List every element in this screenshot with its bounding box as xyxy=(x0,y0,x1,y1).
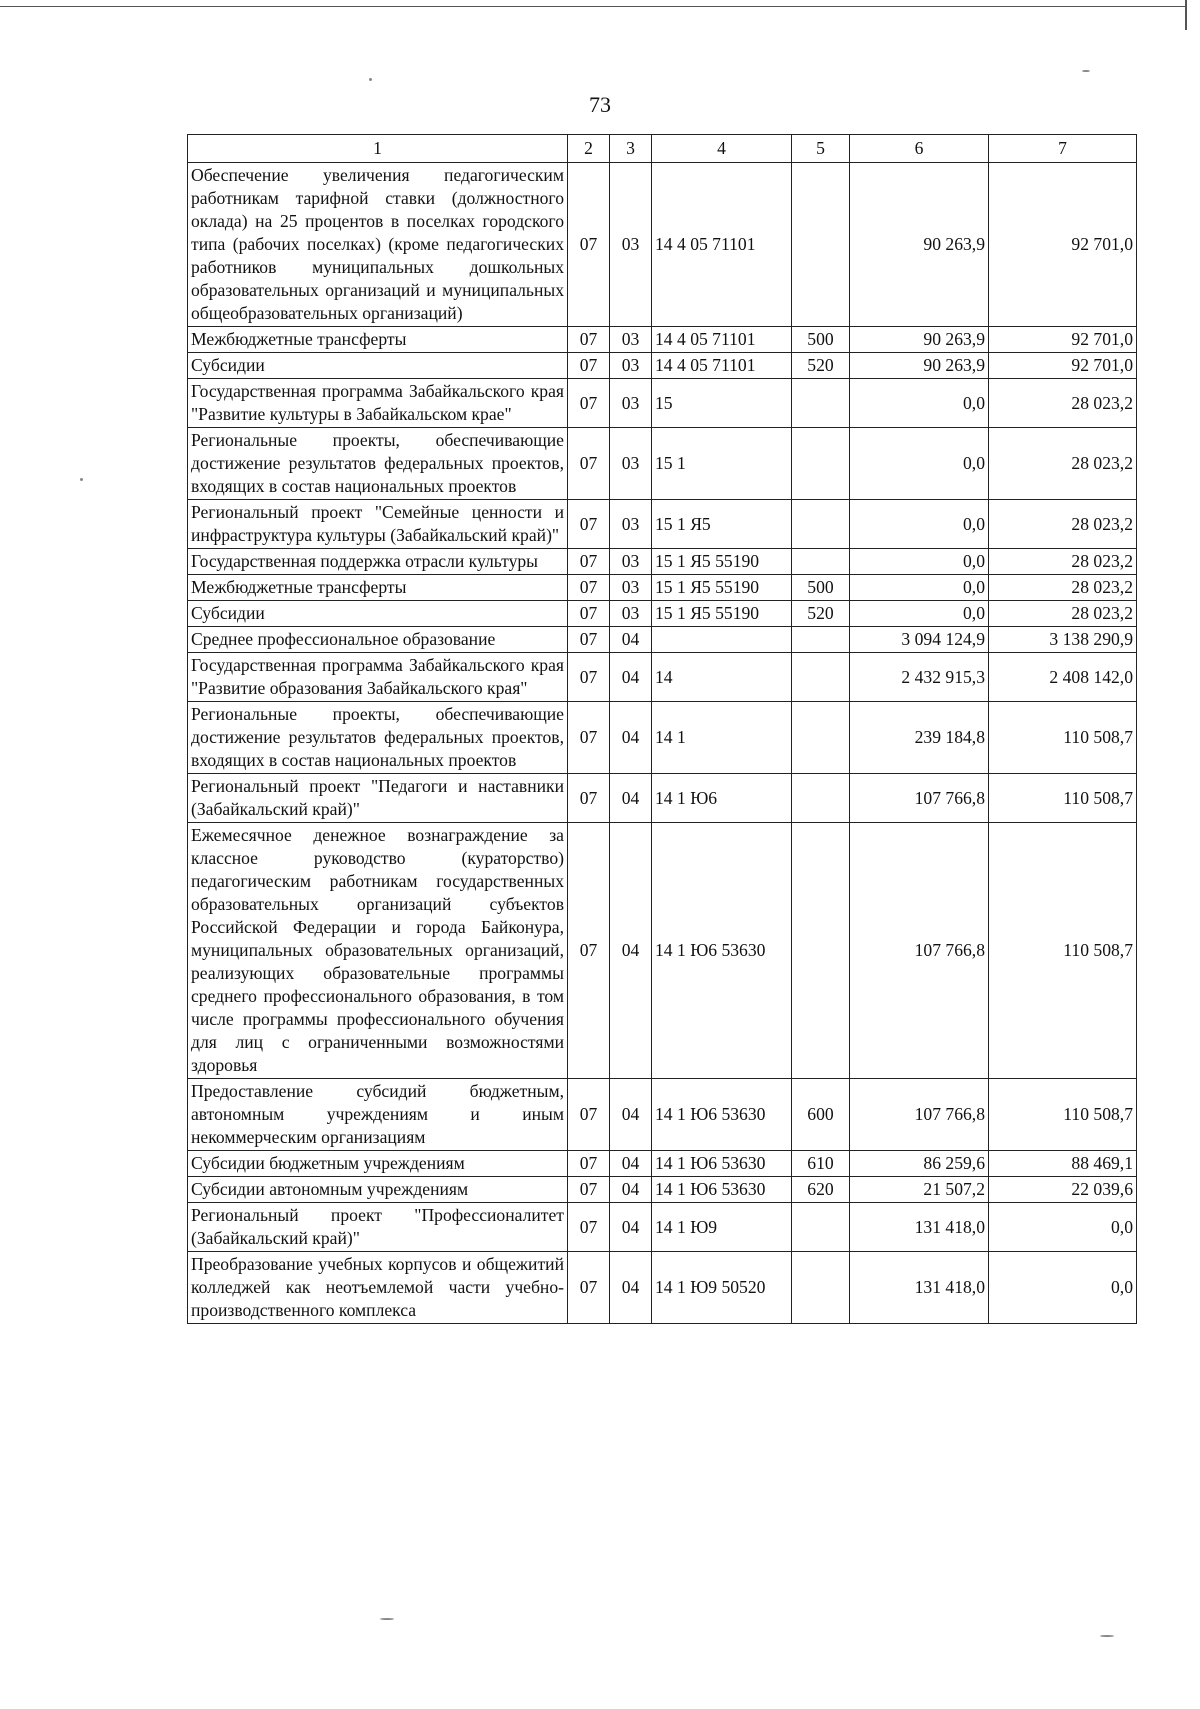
amount-year-2: 0,0 xyxy=(989,1252,1137,1324)
expense-type-code: 520 xyxy=(792,601,850,627)
table-row xyxy=(188,549,1137,575)
section-code: 07 xyxy=(568,653,610,702)
section-code: 07 xyxy=(568,1203,610,1252)
amount-year-2: 28 023,2 xyxy=(989,549,1137,575)
column-header: 7 xyxy=(989,135,1137,163)
subsection-code: 03 xyxy=(610,327,652,353)
amount-year-1: 131 418,0 xyxy=(850,1203,989,1252)
expense-type-code xyxy=(792,549,850,575)
target-article-code: 14 1 Ю6 xyxy=(652,774,792,823)
target-article-code: 15 1 Я5 55190 xyxy=(652,549,792,575)
amount-year-2: 110 508,7 xyxy=(989,774,1137,823)
amount-year-2: 92 701,0 xyxy=(989,163,1137,327)
table-row xyxy=(188,1203,1137,1252)
amount-year-1: 3 094 124,9 xyxy=(850,627,989,653)
amount-year-2: 22 039,6 xyxy=(989,1177,1137,1203)
row-name: Ежемесячное денежное вознаграждение за классное руководство (кураторство) педагогическим работникам государственных образовательных организаций субъектов Российской Федерации и города Байконура, муниципальных образовательных организаций, реализующих образовательные программы среднего профессионального образования, в том числе программы профессионального обучения для лиц с ограниченными возможностями здоровья xyxy=(188,823,568,1079)
scan-speck xyxy=(380,1618,394,1620)
amount-year-1: 239 184,8 xyxy=(850,702,989,774)
section-code: 07 xyxy=(568,500,610,549)
table-row xyxy=(188,653,1137,702)
section-code: 07 xyxy=(568,428,610,500)
amount-year-2: 2 408 142,0 xyxy=(989,653,1137,702)
expense-type-code xyxy=(792,428,850,500)
subsection-code: 04 xyxy=(610,1203,652,1252)
amount-year-1: 107 766,8 xyxy=(850,774,989,823)
expense-type-code xyxy=(792,500,850,549)
target-article-code: 15 1 Я5 55190 xyxy=(652,601,792,627)
subsection-code: 03 xyxy=(610,353,652,379)
target-article-code: 15 xyxy=(652,379,792,428)
target-article-code: 15 1 Я5 xyxy=(652,500,792,549)
amount-year-1: 90 263,9 xyxy=(850,163,989,327)
row-name: Среднее профессиональное образование xyxy=(188,627,568,653)
scan-border-right xyxy=(1185,0,1187,30)
scan-speck xyxy=(369,78,372,81)
subsection-code: 04 xyxy=(610,653,652,702)
section-code: 07 xyxy=(568,327,610,353)
page-number: 73 xyxy=(589,92,611,117)
table-row xyxy=(188,1079,1137,1151)
subsection-code: 03 xyxy=(610,428,652,500)
amount-year-1: 0,0 xyxy=(850,428,989,500)
row-name: Региональный проект "Педагоги и наставники (Забайкальский край)" xyxy=(188,774,568,823)
row-name: Региональный проект "Семейные ценности и инфраструктура культуры (Забайкальский край)" xyxy=(188,500,568,549)
section-code: 07 xyxy=(568,1177,610,1203)
amount-year-1: 21 507,2 xyxy=(850,1177,989,1203)
target-article-code: 15 1 Я5 55190 xyxy=(652,575,792,601)
amount-year-2: 92 701,0 xyxy=(989,327,1137,353)
expense-type-code xyxy=(792,774,850,823)
row-name: Преобразование учебных корпусов и общежитий колледжей как неотъемлемой части учебно-производственного комплекса xyxy=(188,1252,568,1324)
scan-speck xyxy=(1082,70,1090,72)
scan-border-top xyxy=(0,0,1185,7)
subsection-code: 04 xyxy=(610,1151,652,1177)
amount-year-2: 0,0 xyxy=(989,1203,1137,1252)
section-code: 07 xyxy=(568,774,610,823)
expense-type-code xyxy=(792,823,850,1079)
scan-speck xyxy=(1100,1635,1114,1637)
table-row xyxy=(188,601,1137,627)
section-code: 07 xyxy=(568,353,610,379)
subsection-code: 03 xyxy=(610,500,652,549)
amount-year-2: 110 508,7 xyxy=(989,702,1137,774)
row-name: Межбюджетные трансферты xyxy=(188,327,568,353)
subsection-code: 04 xyxy=(610,774,652,823)
expense-type-code: 610 xyxy=(792,1151,850,1177)
table-row xyxy=(188,823,1137,1079)
subsection-code: 04 xyxy=(610,627,652,653)
target-article-code: 14 1 Ю9 50520 xyxy=(652,1252,792,1324)
target-article-code: 14 1 Ю6 53630 xyxy=(652,1079,792,1151)
expense-type-code xyxy=(792,627,850,653)
row-name: Субсидии xyxy=(188,353,568,379)
subsection-code: 04 xyxy=(610,1177,652,1203)
target-article-code: 14 1 xyxy=(652,702,792,774)
section-code: 07 xyxy=(568,549,610,575)
target-article-code: 14 4 05 71101 xyxy=(652,353,792,379)
row-name: Субсидии автономным учреждениям xyxy=(188,1177,568,1203)
table-row xyxy=(188,500,1137,549)
table-row xyxy=(188,163,1137,327)
expense-type-code xyxy=(792,1252,850,1324)
row-name: Региональные проекты, обеспечивающие достижение результатов федеральных проектов, входящих в состав национальных проектов xyxy=(188,702,568,774)
table-header-row xyxy=(188,135,1137,163)
amount-year-1: 107 766,8 xyxy=(850,823,989,1079)
amount-year-2: 28 023,2 xyxy=(989,428,1137,500)
table-row xyxy=(188,327,1137,353)
table-row xyxy=(188,1177,1137,1203)
subsection-code: 04 xyxy=(610,1252,652,1324)
table-row xyxy=(188,1151,1137,1177)
section-code: 07 xyxy=(568,823,610,1079)
amount-year-2: 28 023,2 xyxy=(989,500,1137,549)
table-row xyxy=(188,379,1137,428)
amount-year-1: 90 263,9 xyxy=(850,353,989,379)
expense-type-code xyxy=(792,702,850,774)
table-row xyxy=(188,428,1137,500)
amount-year-1: 0,0 xyxy=(850,500,989,549)
expense-type-code: 500 xyxy=(792,575,850,601)
amount-year-1: 0,0 xyxy=(850,601,989,627)
expense-type-code: 520 xyxy=(792,353,850,379)
amount-year-1: 107 766,8 xyxy=(850,1079,989,1151)
amount-year-1: 0,0 xyxy=(850,575,989,601)
amount-year-1: 0,0 xyxy=(850,549,989,575)
row-name: Межбюджетные трансферты xyxy=(188,575,568,601)
section-code: 07 xyxy=(568,1252,610,1324)
column-header: 3 xyxy=(610,135,652,163)
section-code: 07 xyxy=(568,627,610,653)
subsection-code: 03 xyxy=(610,601,652,627)
row-name: Предоставление субсидий бюджетным, автономным учреждениям и иным некоммерческим организациям xyxy=(188,1079,568,1151)
row-name: Субсидии бюджетным учреждениям xyxy=(188,1151,568,1177)
amount-year-2: 3 138 290,9 xyxy=(989,627,1137,653)
column-header: 4 xyxy=(652,135,792,163)
section-code: 07 xyxy=(568,601,610,627)
row-name: Региональные проекты, обеспечивающие достижение результатов федеральных проектов, входящих в состав национальных проектов xyxy=(188,428,568,500)
expense-type-code xyxy=(792,1203,850,1252)
target-article-code: 15 1 xyxy=(652,428,792,500)
table-row xyxy=(188,774,1137,823)
amount-year-2: 110 508,7 xyxy=(989,1079,1137,1151)
row-name: Государственная программа Забайкальского края "Развитие образования Забайкальского края" xyxy=(188,653,568,702)
section-code: 07 xyxy=(568,163,610,327)
table-row xyxy=(188,702,1137,774)
expense-type-code xyxy=(792,379,850,428)
section-code: 07 xyxy=(568,575,610,601)
expense-type-code xyxy=(792,163,850,327)
budget-table xyxy=(187,134,1137,1324)
target-article-code: 14 1 Ю6 53630 xyxy=(652,1151,792,1177)
amount-year-2: 28 023,2 xyxy=(989,601,1137,627)
column-header: 6 xyxy=(850,135,989,163)
subsection-code: 04 xyxy=(610,823,652,1079)
target-article-code: 14 4 05 71101 xyxy=(652,327,792,353)
row-name: Обеспечение увеличения педагогическим работникам тарифной ставки (должностного оклада) на 25 процентов в поселках городского типа (рабочих поселках) (кроме педагогических работников муниципальных дошкольных образовательных организаций и муниципальных общеобразовательных организаций) xyxy=(188,163,568,327)
amount-year-1: 86 259,6 xyxy=(850,1151,989,1177)
expense-type-code: 500 xyxy=(792,327,850,353)
amount-year-2: 110 508,7 xyxy=(989,823,1137,1079)
amount-year-2: 92 701,0 xyxy=(989,353,1137,379)
row-name: Государственная программа Забайкальского края "Развитие культуры в Забайкальском крае" xyxy=(188,379,568,428)
subsection-code: 03 xyxy=(610,549,652,575)
scan-speck xyxy=(80,478,83,481)
target-article-code: 14 1 Ю6 53630 xyxy=(652,1177,792,1203)
amount-year-2: 28 023,2 xyxy=(989,379,1137,428)
target-article-code: 14 xyxy=(652,653,792,702)
amount-year-1: 0,0 xyxy=(850,379,989,428)
target-article-code: 14 4 05 71101 xyxy=(652,163,792,327)
section-code: 07 xyxy=(568,1079,610,1151)
amount-year-1: 131 418,0 xyxy=(850,1252,989,1324)
section-code: 07 xyxy=(568,1151,610,1177)
expense-type-code xyxy=(792,653,850,702)
subsection-code: 04 xyxy=(610,702,652,774)
expense-type-code: 620 xyxy=(792,1177,850,1203)
amount-year-2: 88 469,1 xyxy=(989,1151,1137,1177)
amount-year-1: 90 263,9 xyxy=(850,327,989,353)
table-row xyxy=(188,353,1137,379)
target-article-code xyxy=(652,627,792,653)
row-name: Субсидии xyxy=(188,601,568,627)
subsection-code: 03 xyxy=(610,379,652,428)
subsection-code: 03 xyxy=(610,163,652,327)
amount-year-1: 2 432 915,3 xyxy=(850,653,989,702)
amount-year-2: 28 023,2 xyxy=(989,575,1137,601)
table-row xyxy=(188,627,1137,653)
column-header: 1 xyxy=(188,135,568,163)
row-name: Региональный проект "Профессионалитет (Забайкальский край)" xyxy=(188,1203,568,1252)
target-article-code: 14 1 Ю9 xyxy=(652,1203,792,1252)
table-row xyxy=(188,575,1137,601)
section-code: 07 xyxy=(568,379,610,428)
row-name: Государственная поддержка отрасли культуры xyxy=(188,549,568,575)
subsection-code: 03 xyxy=(610,575,652,601)
column-header: 2 xyxy=(568,135,610,163)
target-article-code: 14 1 Ю6 53630 xyxy=(652,823,792,1079)
column-header: 5 xyxy=(792,135,850,163)
expense-type-code: 600 xyxy=(792,1079,850,1151)
subsection-code: 04 xyxy=(610,1079,652,1151)
table-row xyxy=(188,1252,1137,1324)
section-code: 07 xyxy=(568,702,610,774)
